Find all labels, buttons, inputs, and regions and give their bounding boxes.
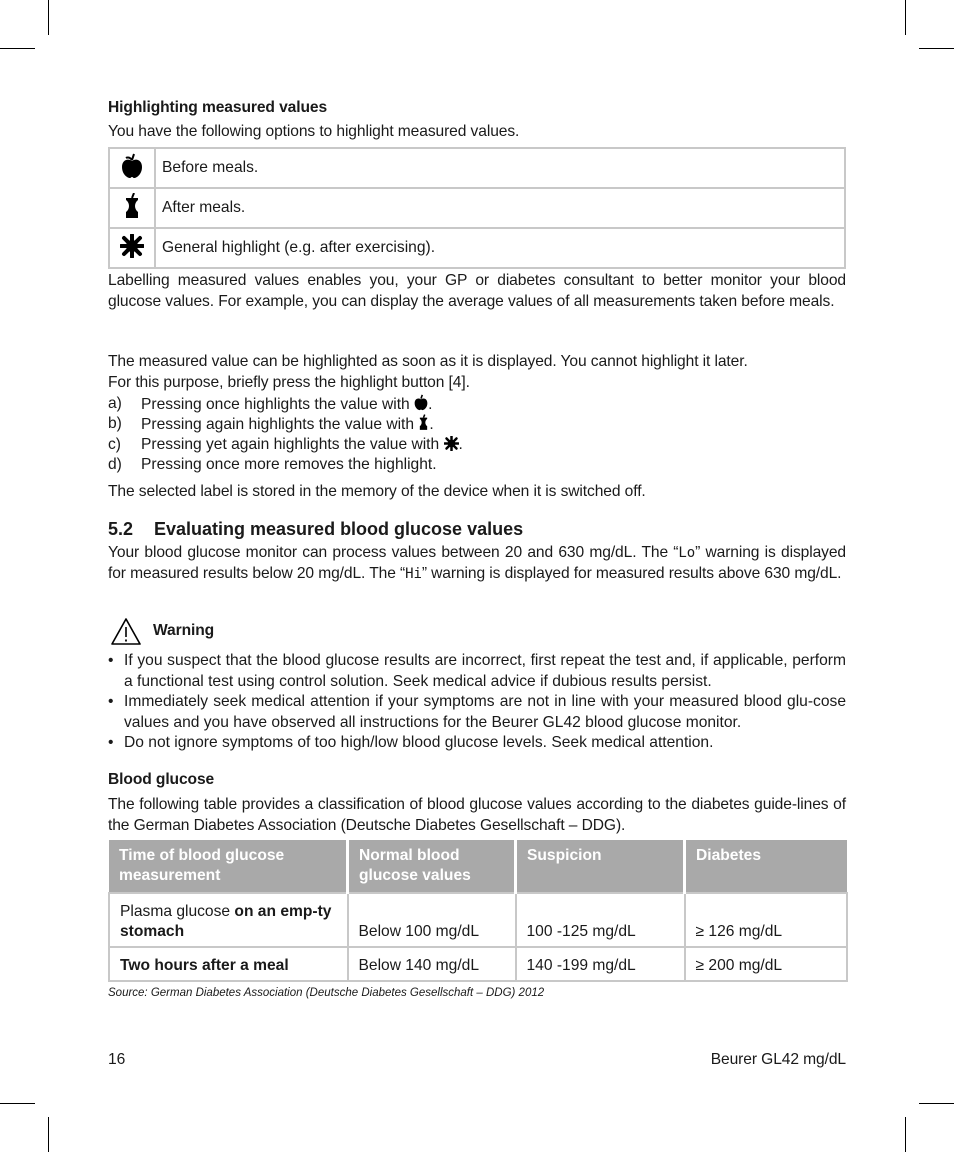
- warning-triangle-icon: [110, 617, 142, 646]
- icon-cell: [109, 148, 155, 188]
- table-cell: Below 140 mg/dL: [348, 947, 516, 981]
- warning-bullet: [108, 651, 846, 692]
- crop-mark: [919, 1103, 954, 1104]
- evaluate-paragraph: [108, 543, 846, 584]
- bullet-dot: •: [108, 734, 114, 751]
- crop-mark: [0, 48, 35, 49]
- table-row: [109, 228, 845, 268]
- table-cell: 140 -199 mg/dL: [516, 947, 685, 981]
- list-text-end: .: [428, 396, 433, 413]
- list-text-end: .: [458, 436, 463, 453]
- product-name: Beurer GL42 mg/dL: [710, 1051, 846, 1068]
- option-label: After meals.: [155, 188, 845, 228]
- list-text: Pressing yet again highlights the value with: [141, 436, 444, 453]
- page-number: 16: [108, 1051, 126, 1068]
- apple-core-icon: [123, 193, 141, 219]
- labelling-paragraph: Labelling measured values enables you, your GP or diabetes consultant to better monitor your blood glucose values. For example, you can display the average values of all measurements taken before meals.: [108, 272, 846, 310]
- hi-symbol: Hi: [405, 565, 422, 582]
- list-marker: d): [108, 456, 122, 473]
- highlight-options-table: [108, 147, 846, 269]
- crop-mark: [905, 0, 906, 35]
- stored-note: The selected label is stored in the memory of the device when it is switched off.: [108, 483, 646, 500]
- evaluate-text: ” warning is displayed for measured results above 630 mg/dL.: [421, 564, 842, 582]
- icon-cell: [109, 188, 155, 228]
- asterisk-icon: [120, 234, 144, 258]
- warning-bullet: [108, 733, 846, 754]
- table-row: [109, 893, 847, 947]
- table-row: [109, 148, 845, 188]
- blood-glucose-heading: Blood glucose: [108, 771, 215, 788]
- bullet-dot: •: [108, 652, 114, 669]
- list-text: Pressing once highlights the value with: [141, 396, 415, 413]
- bullet-text: Do not ignore symptoms of too high/low blood glucose levels. Seek medical attention.: [124, 734, 714, 751]
- apple-icon: [414, 394, 428, 411]
- table-row: [109, 947, 847, 981]
- bullet-text: If you suspect that the blood glucose results are incorrect, first repeat the test and, if applicable, perform a functional test using control solution. Seek medical advice if dubious results persist.: [124, 652, 846, 690]
- list-marker: a): [108, 395, 122, 412]
- warning-bullet: [108, 692, 846, 733]
- table-cell: Below 100 mg/dL: [348, 893, 516, 947]
- apple-icon: [121, 153, 143, 179]
- highlight-button-line: For this purpose, briefly press the highlight button [4].: [108, 374, 470, 391]
- crop-mark: [48, 1117, 49, 1152]
- icon-cell: [109, 228, 155, 268]
- glucose-classification-table: [108, 840, 848, 982]
- table-cell: [109, 947, 348, 981]
- crop-mark: [905, 1117, 906, 1152]
- cell-text: Two hours after a meal: [120, 957, 289, 974]
- evaluate-text: ” warning is displayed for measured results below 20 mg/dL. The “: [108, 544, 846, 582]
- list-marker: b): [108, 415, 122, 432]
- evaluate-text: Your blood glucose monitor can process values between 20 and 630 mg/dL. The “: [108, 544, 679, 561]
- lo-symbol: Lo: [678, 545, 696, 561]
- crop-mark: [48, 0, 49, 35]
- column-header: Suspicion: [516, 840, 685, 893]
- table-cell: [109, 893, 348, 947]
- bullet-text: Immediately seek medical attention if your symptoms are not in line with your measured blood glu-cose values and you have observed all instructions for the Beurer GL42 blood glucose monitor.: [124, 693, 846, 731]
- option-label: General highlight (e.g. after exercising).: [155, 228, 845, 268]
- table-cell: ≥ 200 mg/dL: [685, 947, 848, 981]
- apple-core-icon: [418, 414, 429, 431]
- column-header: Normal blood glucose values: [348, 840, 516, 893]
- highlight-timing-line: The measured value can be highlighted as soon as it is displayed. You cannot highlight it later.: [108, 353, 748, 370]
- section-title: Evaluating measured blood glucose values: [154, 519, 524, 539]
- asterisk-icon: [444, 436, 459, 451]
- bullet-dot: •: [108, 693, 114, 710]
- option-label: Before meals.: [155, 148, 845, 188]
- table-row: [109, 188, 845, 228]
- list-marker: c): [108, 436, 121, 453]
- section-number: 5.2: [108, 519, 134, 539]
- crop-mark: [0, 1103, 35, 1104]
- list-text: Pressing once more removes the highlight.: [141, 456, 437, 473]
- cell-text: Plasma glucose: [120, 903, 235, 920]
- warning-label: Warning: [153, 622, 215, 639]
- table-cell: 100 -125 mg/dL: [516, 893, 685, 947]
- crop-mark: [919, 48, 954, 49]
- highlight-heading: Highlighting measured values: [108, 99, 328, 116]
- cell-text: on an emp-ty stomach: [120, 903, 332, 940]
- source-note: Source: German Diabetes Association (Deutsche Diabetes Gesellschaft – DDG) 2012: [108, 987, 545, 999]
- blood-glucose-intro: The following table provides a classification of blood glucose values according to the diabetes guide-lines of the German Diabetes Association (Deutsche Diabetes Gesellschaft – DDG).: [108, 796, 846, 834]
- column-header: Time of blood glucose measurement: [109, 840, 348, 893]
- list-text: Pressing again highlights the value with: [141, 416, 419, 433]
- list-text-end: .: [429, 416, 434, 433]
- table-cell: ≥ 126 mg/dL: [685, 893, 848, 947]
- highlight-intro: You have the following options to highlight measured values.: [108, 123, 520, 140]
- table-header-row: [109, 840, 847, 893]
- column-header: Diabetes: [685, 840, 848, 893]
